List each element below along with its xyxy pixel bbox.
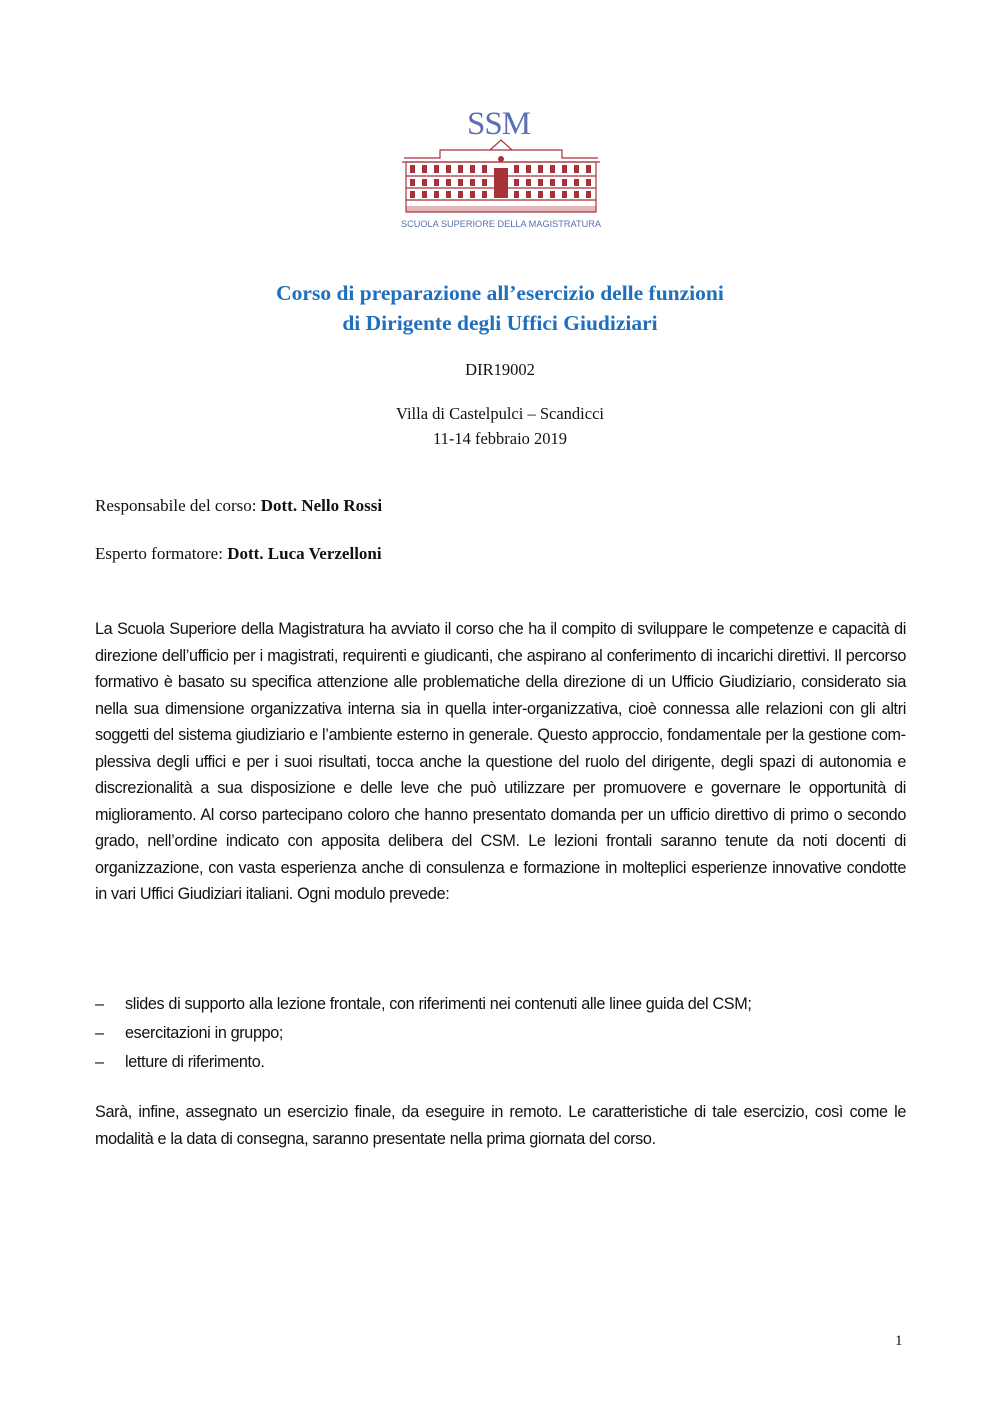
list-item-text: slides di supporto alla lezione frontale, con riferimenti nei contenuti alle linee guida del CSM; (125, 995, 752, 1013)
course-venue (0, 401, 1000, 451)
bullet-dash: – (95, 1024, 104, 1042)
logo-letters: SSM (467, 106, 531, 142)
list-item (95, 990, 752, 1019)
page-number: 1 (895, 1333, 903, 1349)
list-item (95, 1048, 752, 1077)
course-dates: 11-14 febbraio 2019 (432, 429, 568, 448)
list-item (95, 1019, 752, 1048)
villa-logo-graphic (400, 96, 602, 232)
final-exercise-paragraph: Sarà, infine, assegnato un esercizio finale, da eseguire in remoto. Le caratteristiche di tale esercizio, così come le modalità e la data di consegna, saranno presentate nella prima giornata del corso. (95, 1103, 906, 1148)
bullet-dash: – (95, 995, 104, 1013)
module-contents-list (95, 990, 752, 1077)
expert-trainer (95, 542, 382, 566)
course-description: La Scuola Superiore della Magistratura ha avviato il corso che ha il compito di sviluppare le competenze e capacità di direzione dell’ufficio per i magistrati, requirenti e giudicanti, che aspirano al conferimento di incarichi direttivi. Il percorso formativo è basato su specifica attenzione alle problematiche della direzione di un Ufficio Giudiziario, considerato sia nella sua dimensione organizzativa interna sia in quella inter-organizzativa, cioè connessa alle relazioni con gli altri soggetti del sistema giudiziario e l’ambiente esterno in generale. Questo approccio, fondamentale per la gestione complessiva degli uffici e per i suoi risultati, tocca anche la questione del ruolo del dirigente, degli spazi di autonomia e discrezionalità a sua disposizione e delle leve che può utilizzare per promuovere e governare le opportunità di miglioramento. Al corso partecipano coloro che hanno presentato domanda per un ufficio direttivo di primo o secondo grado, nell’ordine indicato con apposita delibera del CSM. Le lezioni frontali saranno tenute da noti docenti di organizzazione, con vasta esperienza anche di consulenza e formazione in molteplici esperienze innovative condotte in vari Uffici Giudiziari italiani. Ogni modulo prevede: (95, 620, 906, 903)
list-item-text: letture di riferimento. (125, 1053, 265, 1071)
course-manager-label: Responsabile del corso: (95, 496, 261, 515)
course-title-line-1: Corso di preparazione all’esercizio delle funzioni (276, 281, 724, 305)
course-location: Villa di Castelpulci – Scandicci (396, 404, 604, 423)
expert-trainer-name: Dott. Luca Verzelloni (227, 544, 382, 563)
course-title-line-2: di Dirigente degli Uffici Giudiziari (342, 311, 658, 335)
course-title (0, 278, 1000, 338)
logo-caption: SCUOLA SUPERIORE DELLA MAGISTRATURA (401, 219, 601, 229)
ssm-logo (400, 96, 602, 232)
bullet-dash: – (95, 1053, 104, 1071)
list-item-text: esercitazioni in gruppo; (125, 1024, 284, 1042)
course-code: DIR19002 (465, 360, 535, 379)
expert-trainer-label: Esperto formatore: (95, 544, 228, 563)
course-manager (95, 494, 382, 518)
course-manager-name: Dott. Nello Rossi (260, 496, 383, 515)
